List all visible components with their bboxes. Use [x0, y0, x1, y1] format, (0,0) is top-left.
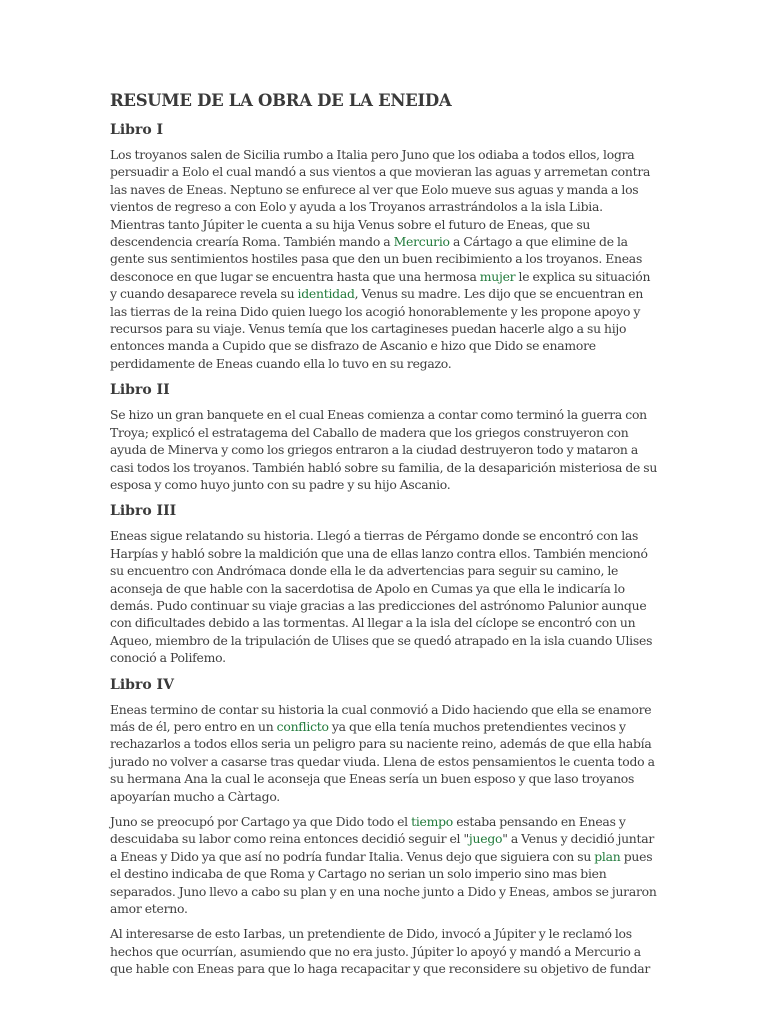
text-run: Al interesarse de esto Iarbas, un pretendiente de Dido, invocó a Júpiter y le reclamó los hechos que ocurrían, asumiendo que no era justo. Júpiter lo apoyó y mandó a Mercurio a que hable con Eneas para que lo haga recapacitar y que reconsidere su objetivo de fundar [110, 926, 651, 977]
text-run: ya que ella tenía muchos pretendientes vecinos y rechazarlos a todos ellos seria un peligro para su naciente reino, además de que ella había jurado no volver a casarse tras quedar viuda. Llena de estos pensamientos le cuenta todo a su hermana Ana la cual le aconseja que Eneas sería un buen esposo y que laso troyanos apoyarían mucho a Càrtago. [110, 718, 655, 804]
text-run: Eneas termino de contar su historia la cual conmovió a Dido haciendo que ella se enamore más de él, pero entro en un [110, 701, 652, 734]
text-run: le explica su situación y cuando desaparece revela su [110, 268, 651, 302]
section-heading-libro-iii: Libro III [110, 503, 177, 520]
link-plan[interactable]: plan [594, 848, 621, 864]
section-heading-libro-iv: Libro IV [110, 676, 174, 693]
text-run: pues el destino indicaba de que Roma y Cartago no serian un solo imperio sino mas bien separados. Juno llevo a cabo su plan y en una noche junto a Dido y Eneas, ambos se juraron amor eterno. [110, 848, 657, 917]
section-heading-libro-i: Libro I [110, 122, 164, 138]
paragraph-libro-iii [110, 527, 658, 666]
text-run: Eneas sigue relatando su historia. Llegó a tierras de Pérgamo donde se encontró con las Harpías y habló sobre la maldición que una de ellas lanzo contra ellos. También mencionó su encuentro con Andrómaca donde ella le da advertencias para seguir su camino, le aconseja de que hable con la sacerdotisa de Apolo en Cumas ya que ella le indicaría lo demás. Pudo continuar su viaje gracias a las predicciones del astrónomo Palunior aunque con dificultades debido a las tormentas. Al llegar a la isla del cíclope se encontró con un Aqueo, miembro de la tripulación de Ulises que se quedó atrapado en la isla cuando Ulises conoció a Polifemo. [110, 528, 653, 666]
text-run: a Cártago a que elimine de la gente sus sentimientos hostiles pasa que den un buen recibimiento a los troyanos. Eneas desconoce en que lugar se encuentra hasta que una hermosa [110, 234, 643, 284]
link-tiempo[interactable]: tiempo [411, 814, 454, 829]
document-title: RESUME DE LA OBRA DE LA ENEIDA [110, 91, 452, 110]
document-page [110, 88, 658, 986]
text-run: Juno se preocupó por Cartago ya que Dido todo el [110, 814, 412, 829]
text-run: , Venus su madre. Les dijo que se encuentran en las tierras de la reina Dido quien luego los acogió honorablemente y les propone apoyo y recursos para su viaje. Venus temía que los cartagineses puedan hacerle algo a su hijo entonces manda a Cupido que se disfrazo de Ascanio e hizo que Dido se enamore perdidamente de Eneas cuando ella lo tuvo en su regazo. [110, 286, 644, 371]
paragraph-libro-i [110, 146, 658, 372]
text-run: estaba pensando en Eneas y descuidaba su labor como reina entonces decidió seguir el " [110, 814, 626, 847]
paragraph-libro-ii [110, 406, 658, 493]
link-conflicto[interactable]: conflicto [276, 718, 329, 734]
text-run: " a Venus y decidió juntar a Eneas y Dido ya que así no podría fundar Italia. Venus dejo que siguiera con su [110, 831, 655, 864]
link-juego[interactable]: juego [468, 831, 503, 847]
link-identidad[interactable]: identidad [297, 286, 355, 302]
link-mercurio[interactable]: Mercurio [393, 234, 450, 250]
section-heading-libro-ii: Libro II [110, 382, 170, 399]
link-mujer[interactable]: mujer [479, 268, 516, 284]
paragraph-libro-iv-3 [110, 925, 658, 977]
text-run: Se hizo un gran banquete en el cual Eneas comienza a contar como terminó la guerra con Troya; explicó el estratagema del Caballo de madera que los griegos construyeron con ayuda de Minerva y como los griegos entraron a la ciudad destruyeron todo y mataron a casi todos los troyanos. También habló sobre su familia, de la desaparición misteriosa de su esposa y como huyo junto con su padre y su hijo Ascanio. [110, 407, 658, 492]
paragraph-libro-iv-1 [110, 701, 658, 805]
paragraph-libro-iv-2 [110, 813, 658, 917]
text-run: Los troyanos salen de Sicilia rumbo a Italia pero Juno que los odiaba a todos ellos, logra persuadir a Eolo el cual mandó a sus vientos a que movieran las aguas y arremetan contra las naves de Eneas. Neptuno se enfurece al ver que Eolo mueve sus aguas y manda a los vientos de regreso a con Eolo y ayuda a los Troyanos arrastrándolos a la isla Libia. Mientras tanto Júpiter le cuenta a su hija Venus sobre el futuro de Eneas, que su descendencia crearía Roma. También mando a [110, 147, 651, 250]
